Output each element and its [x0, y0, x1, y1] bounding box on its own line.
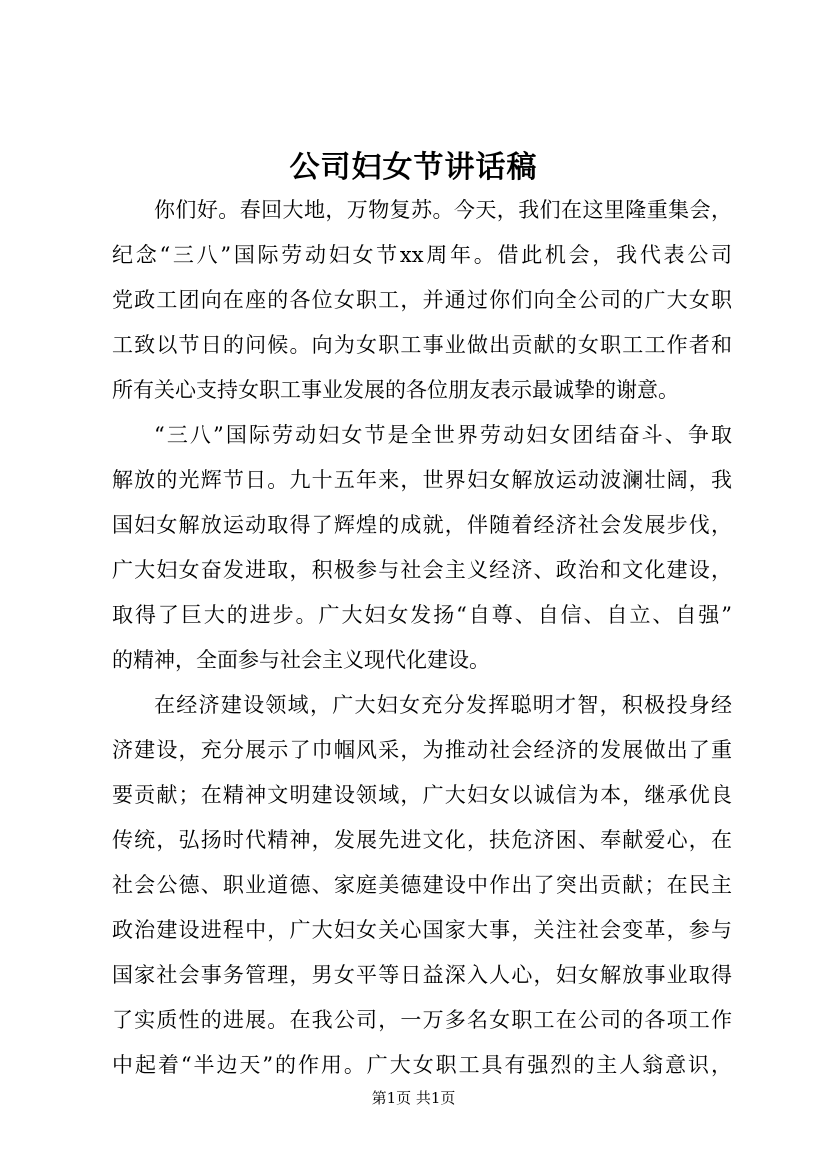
paragraph-line: 要贡献；在精神文明建设领域，广大妇女以诚信为本，继承优良: [112, 783, 732, 807]
paragraph-line: 了实质性的进展。在我公司，一万多名女职工在公司的各项工作: [112, 1008, 732, 1032]
paragraph-line: 工致以节日的问候。向为女职工事业做出贡献的女职工工作者和: [112, 333, 732, 357]
paragraph-line: 所有关心支持女职工事业发展的各位朋友表示最诚挚的谢意。: [112, 378, 679, 402]
paragraph-line: 广大妇女奋发进取，积极参与社会主义经济、政治和文化建设，: [112, 558, 732, 582]
paragraph-line: 在经济建设领域，广大妇女充分发挥聪明才智，积极投身经: [154, 693, 732, 717]
paragraph-line: 国妇女解放运动取得了辉煌的成就，伴随着经济社会发展步伐，: [112, 513, 732, 537]
paragraph-line: 政治建设进程中，广大妇女关心国家大事，关注社会变革，参与: [112, 918, 732, 942]
document-title: 公司妇女节讲话稿: [289, 150, 538, 185]
paragraph-line: 济建设，充分展示了巾帼风采，为推动社会经济的发展做出了重: [112, 738, 732, 762]
paragraph-line: 取得了巨大的进步。广大妇女发扬“自尊、自信、自立、自强”: [112, 603, 732, 627]
paragraph-line: 中起着“半边天”的作用。广大女职工具有强烈的主人翁意识，: [112, 1053, 732, 1077]
paragraph-line: 社会公德、职业道德、家庭美德建设中作出了突出贡献；在民主: [112, 873, 732, 897]
paragraph-line: 你们好。春回大地，万物复苏。今天，我们在这里隆重集会，: [154, 198, 732, 222]
paragraph-line: 纪念“三八”国际劳动妇女节xx周年。借此机会，我代表公司: [112, 243, 732, 267]
paragraph-line: 的精神，全面参与社会主义现代化建设。: [112, 648, 490, 672]
paragraph-line: 解放的光辉节日。九十五年来，世界妇女解放运动波澜壮阔，我: [112, 468, 732, 492]
paragraph-line: 党政工团向在座的各位女职工，并通过你们向全公司的广大女职: [112, 288, 732, 312]
paragraph-line: “三八”国际劳动妇女节是全世界劳动妇女团结奋斗、争取: [154, 423, 732, 447]
page-footer: 第1页 共1页: [371, 1089, 456, 1107]
paragraph-line: 国家社会事务管理，男女平等日益深入人心，妇女解放事业取得: [112, 963, 732, 987]
paragraph-line: 传统，弘扬时代精神，发展先进文化，扶危济困、奉献爱心，在: [112, 828, 732, 852]
